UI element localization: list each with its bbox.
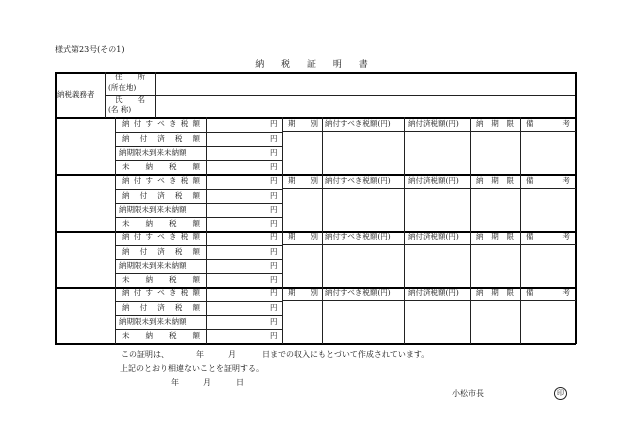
yen-unit: 円	[270, 148, 278, 157]
table-left-border	[55, 72, 57, 344]
row-rule	[115, 245, 283, 246]
column-divider	[470, 117, 471, 175]
column-divider	[322, 174, 323, 232]
period-header-rule	[282, 300, 576, 301]
row-rule	[115, 301, 283, 302]
footer-line1-prefix: この証明は、	[121, 350, 169, 359]
name-label: 氏 名	[115, 95, 145, 104]
label-not-yet-due: 納期限未到来未納額	[119, 317, 187, 326]
column-divider	[470, 230, 471, 288]
label-unpaid: 未 納 税 額	[122, 162, 200, 171]
address-sublabel: (所在地)	[108, 83, 137, 92]
yen-unit: 円	[270, 288, 278, 297]
yen-unit: 円	[270, 317, 278, 326]
label-amount-paid: 納 付 済 税 額	[122, 134, 200, 143]
label-unpaid: 未 納 税 額	[122, 219, 200, 228]
column-divider	[322, 230, 323, 288]
column-divider	[404, 117, 405, 175]
taxpayer-divider	[105, 95, 576, 96]
column-divider	[404, 174, 405, 232]
column-divider	[520, 174, 521, 232]
row-rule	[115, 189, 283, 190]
header-remarks: 備 考	[526, 288, 570, 297]
yen-unit: 円	[270, 119, 278, 128]
form-number: 様式第23号(その1)	[55, 45, 125, 54]
label-not-yet-due: 納期限未到来未納額	[119, 205, 187, 214]
header-due-date: 納 期 限	[476, 119, 514, 128]
header-remarks: 備 考	[526, 176, 570, 185]
header-amount-paid: 納付済税額(円)	[408, 176, 459, 185]
label-unpaid: 未 納 税 額	[122, 331, 200, 340]
issuer-name: 小松市長	[452, 389, 484, 398]
address-label: 住 所	[115, 72, 145, 81]
footer-date-year: 年	[171, 378, 179, 387]
column-divider	[322, 286, 323, 344]
label-amount-due: 納 付 す べ き 税 額	[122, 119, 200, 128]
header-due-date: 納 期 限	[476, 176, 514, 185]
name-sublabel: (名 称)	[108, 105, 132, 114]
official-seal-mark: 印	[554, 387, 567, 400]
period-header-rule	[282, 244, 576, 245]
footer-date-month: 月	[203, 378, 211, 387]
label-amount-paid: 納 付 済 税 額	[122, 303, 200, 312]
row-rule	[115, 315, 283, 316]
yen-unit: 円	[270, 176, 278, 185]
yen-unit: 円	[270, 232, 278, 241]
table-bottom-border	[55, 343, 576, 345]
taxpayer-label: 納税義務者	[57, 90, 95, 99]
row-rule	[115, 259, 283, 260]
footer-line1-suffix: 日までの収入にもとづいて作成されています。	[262, 350, 430, 359]
taxpayer-label-divider	[105, 72, 106, 118]
row-rule	[115, 160, 283, 161]
row-rule	[115, 146, 283, 147]
footer-line1-month: 月	[228, 350, 236, 359]
yen-unit: 円	[270, 191, 278, 200]
label-amount-due: 納 付 す べ き 税 額	[122, 176, 200, 185]
header-amount-paid: 納付済税額(円)	[408, 288, 459, 297]
header-amount-paid: 納付済税額(円)	[408, 119, 459, 128]
label-unpaid: 未 納 税 額	[122, 275, 200, 284]
header-amount-due: 納付すべき税額(円)	[325, 232, 391, 241]
header-remarks: 備 考	[526, 232, 570, 241]
column-divider	[404, 286, 405, 344]
label-amount-paid: 納 付 済 税 額	[122, 191, 200, 200]
yen-unit: 円	[270, 275, 278, 284]
row-rule	[115, 203, 283, 204]
label-not-yet-due: 納期限未到来未納額	[119, 261, 187, 270]
column-divider	[404, 230, 405, 288]
yen-unit: 円	[270, 331, 278, 340]
yen-unit: 円	[270, 303, 278, 312]
yen-unit: 円	[270, 219, 278, 228]
column-divider	[470, 174, 471, 232]
column-divider	[322, 117, 323, 175]
row-rule	[115, 329, 283, 330]
column-divider	[470, 286, 471, 344]
yen-unit: 円	[270, 134, 278, 143]
header-amount-due: 納付すべき税額(円)	[325, 176, 391, 185]
header-amount-due: 納付すべき税額(円)	[325, 288, 391, 297]
label-amount-paid: 納 付 済 税 額	[122, 247, 200, 256]
yen-unit: 円	[270, 205, 278, 214]
header-amount-paid: 納付済税額(円)	[408, 232, 459, 241]
header-due-date: 納 期 限	[476, 232, 514, 241]
yen-unit: 円	[270, 162, 278, 171]
label-not-yet-due: 納期限未到来未納額	[119, 148, 187, 157]
header-period: 期 別	[288, 176, 318, 185]
period-header-rule	[282, 131, 576, 132]
header-period: 期 別	[288, 119, 318, 128]
label-amount-due: 納 付 す べ き 税 額	[122, 288, 200, 297]
table-right-border	[575, 72, 577, 344]
footer-date-day: 日	[236, 378, 244, 387]
footer-line1-year: 年	[196, 350, 204, 359]
label-amount-due: 納 付 す べ き 税 額	[122, 232, 200, 241]
column-divider	[520, 286, 521, 344]
header-remarks: 備 考	[526, 119, 570, 128]
taxpayer-field-divider	[155, 72, 156, 118]
yen-unit: 円	[270, 247, 278, 256]
column-divider	[520, 117, 521, 175]
document-title: 納 税 証 明 書	[255, 60, 375, 70]
row-rule	[115, 132, 283, 133]
row-rule	[115, 273, 283, 274]
header-amount-due: 納付すべき税額(円)	[325, 119, 391, 128]
header-period: 期 別	[288, 288, 318, 297]
footer-line2: 上記のとおり相違ないことを証明する。	[120, 364, 264, 373]
row-rule	[115, 217, 283, 218]
period-header-rule	[282, 188, 576, 189]
yen-unit: 円	[270, 261, 278, 270]
header-period: 期 別	[288, 232, 318, 241]
column-divider	[520, 230, 521, 288]
header-due-date: 納 期 限	[476, 288, 514, 297]
